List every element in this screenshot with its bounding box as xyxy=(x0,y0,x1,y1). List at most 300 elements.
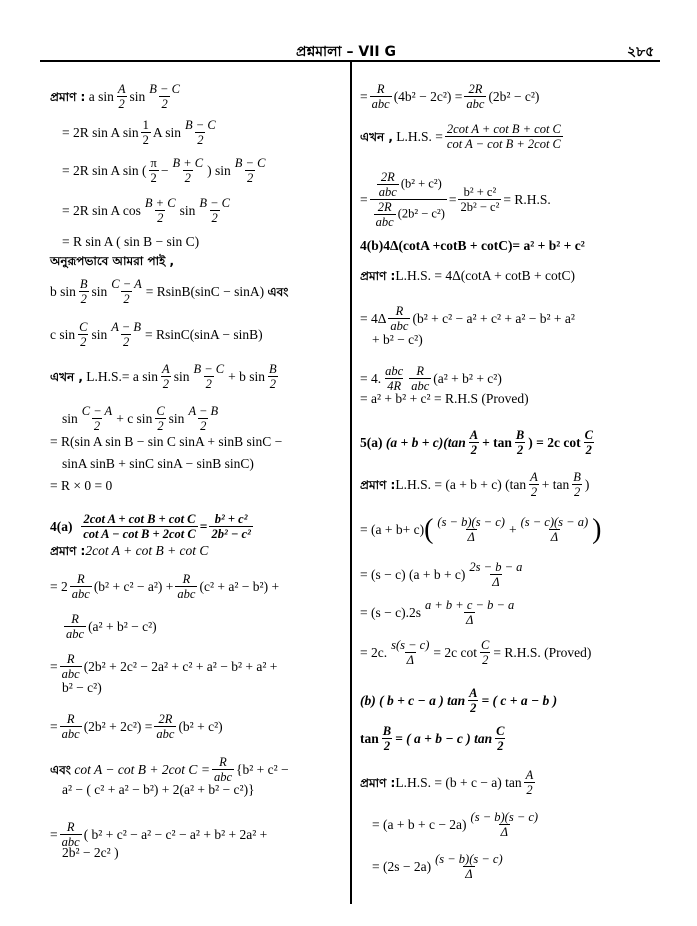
r-line-18 xyxy=(360,768,537,797)
math-text: − xyxy=(160,162,169,178)
denominator: 2 xyxy=(93,419,101,433)
numerator: C xyxy=(79,320,88,334)
denominator: 2 xyxy=(150,171,157,185)
numerator: A − B xyxy=(188,404,219,418)
math-text: = xyxy=(360,88,368,104)
math-text: 2cot A + cot B + cot C xyxy=(85,543,209,558)
fraction xyxy=(149,156,159,185)
problem-4a xyxy=(50,512,255,541)
fraction xyxy=(64,612,86,641)
numerator: A xyxy=(162,362,170,376)
fraction xyxy=(147,82,182,111)
fraction xyxy=(479,638,491,667)
numerator: R xyxy=(182,572,191,586)
math-text: = R sin A ( sin B − sin C) xyxy=(62,234,200,249)
fraction xyxy=(458,185,501,214)
fraction xyxy=(209,512,252,541)
fraction xyxy=(469,810,541,839)
r-line-14 xyxy=(360,598,518,627)
math-text: sin xyxy=(173,368,190,384)
math-text: + c sin xyxy=(116,410,153,426)
denominator: abc xyxy=(61,835,80,849)
numerator: B xyxy=(382,724,392,738)
math-text: = 2c cot xyxy=(433,644,478,660)
numerator: R xyxy=(66,820,75,834)
fraction xyxy=(467,560,524,589)
math-text: = R(sin A sin B − sin C sinA + sinB sinC − xyxy=(50,434,283,449)
fraction xyxy=(109,277,143,306)
math-text: এবং xyxy=(267,284,289,299)
denominator: abc xyxy=(375,215,394,229)
math-text: 5(a) xyxy=(360,434,383,450)
math-text: ( b² + c² − a² − c² − a² + b² + 2a² + xyxy=(83,826,268,842)
fraction xyxy=(60,712,82,741)
fraction xyxy=(60,652,82,681)
denominator: 2 xyxy=(118,97,125,111)
fraction xyxy=(435,515,507,544)
numerator: a + b + c − b − a xyxy=(424,598,515,612)
math-text: sin xyxy=(91,326,108,342)
math-text: + b sin xyxy=(228,368,265,384)
proof-line-18 xyxy=(50,652,277,681)
fraction xyxy=(571,470,583,499)
denominator: 2 xyxy=(516,443,524,457)
denominator: 2 xyxy=(246,171,254,185)
r-line-19 xyxy=(372,810,542,839)
denominator: 2b² − c² xyxy=(211,527,251,541)
denominator: 2 xyxy=(470,443,478,457)
denominator: 2 xyxy=(482,653,489,667)
r-line-13 xyxy=(360,560,526,589)
numerator: C − A xyxy=(111,277,142,291)
math-text: = R × 0 = 0 xyxy=(50,478,113,493)
fraction xyxy=(141,118,151,147)
fraction xyxy=(445,122,563,151)
math-text: = 2R sin A cos xyxy=(62,202,141,218)
math-text: (b² + c²) xyxy=(178,718,223,734)
fraction xyxy=(175,572,197,601)
numerator: 2R xyxy=(377,200,392,214)
numerator: b² + c² xyxy=(463,185,497,199)
proof-line-15 xyxy=(50,543,208,559)
math-text: sinA sinB + sinC sinA − sinB sinC) xyxy=(62,456,254,471)
r-line-2 xyxy=(360,122,565,151)
r-line-7 xyxy=(372,332,423,348)
denominator: 4R xyxy=(387,379,402,393)
fraction xyxy=(519,515,591,544)
denominator: Δ xyxy=(500,825,508,839)
fraction xyxy=(433,852,505,881)
denominator: $\frac{2R}{\text{abc}}$ (2b² − c²) xyxy=(370,199,447,229)
fraction xyxy=(191,362,226,391)
numerator: B + C xyxy=(144,196,176,210)
numerator: 2cot A + cot B + cot C xyxy=(446,122,561,136)
math-text: = xyxy=(50,826,58,842)
denominator: abc xyxy=(71,587,90,601)
numerator: A xyxy=(469,686,478,700)
denominator: 2 xyxy=(573,485,581,499)
proof-line-4 xyxy=(62,196,234,225)
math-text: প্রমাণ : xyxy=(360,775,396,790)
math-text: এখন , xyxy=(360,129,393,144)
math-text: {b² + c² − xyxy=(236,761,289,777)
math-text: = 2R sin A sin ( xyxy=(62,162,147,178)
proof-line-5 xyxy=(62,234,199,250)
math-text: L.H.S. = 4Δ(cotA + cotB + cotC) xyxy=(395,268,575,283)
denominator: 2 xyxy=(80,335,87,349)
denominator: 2 xyxy=(122,335,130,349)
page-number: ২৮৫ xyxy=(627,44,655,60)
denominator: 2 xyxy=(184,171,191,185)
proof-line-16 xyxy=(50,572,279,601)
math-text: = 2c. xyxy=(360,644,388,660)
math-text: sin xyxy=(168,410,185,426)
math-text: c sin xyxy=(50,326,76,342)
math-text: (2b² − c²) xyxy=(488,88,540,104)
numerator: 2cot A + cot B + cot C xyxy=(83,512,196,526)
proof-line-2 xyxy=(62,118,220,147)
numerator: R xyxy=(376,82,385,96)
math-text: = R.H.S. (Proved) xyxy=(493,644,592,660)
fraction xyxy=(197,196,232,225)
math-text: = ( c + a − b ) xyxy=(481,692,558,708)
proof-line-24 xyxy=(62,845,119,861)
denominator: 2 xyxy=(497,739,504,753)
math-text: 2b² − 2c² ) xyxy=(62,845,119,860)
math-text: L.H.S. = (b + c − a) tan xyxy=(395,774,522,790)
denominator: 2 xyxy=(526,783,533,797)
fraction xyxy=(186,404,220,433)
fraction xyxy=(389,638,431,667)
denominator: Δ xyxy=(406,653,414,667)
math-text: cot A − cot B + 2cot C = xyxy=(74,761,210,777)
r-line-20 xyxy=(372,852,507,881)
numerator: R xyxy=(416,364,425,378)
compound-fraction xyxy=(370,170,447,229)
proof-line-3 xyxy=(62,156,269,185)
fraction xyxy=(80,404,114,433)
denominator: cot A − cot B + 2cot C xyxy=(83,527,196,541)
denominator: abc xyxy=(378,185,397,199)
math-text: = (a + b + c − 2a) xyxy=(372,816,467,832)
denominator: 2 xyxy=(269,377,276,391)
math-text: tan xyxy=(360,730,379,746)
math-text: (a + b + c)(tan xyxy=(385,434,466,450)
math-text: = ( a + b − c ) tan xyxy=(395,730,493,746)
denominator: 2 xyxy=(205,377,212,391)
math-text: (b² + c² − a² + c² + a² − b² + a² xyxy=(412,310,575,326)
denominator: Δ xyxy=(492,575,500,589)
numerator: R xyxy=(71,612,79,626)
denominator: 2 xyxy=(200,419,207,433)
numerator: abc xyxy=(385,364,404,378)
numerator: B − C xyxy=(199,196,230,210)
fraction xyxy=(183,118,218,147)
numerator: R xyxy=(66,712,75,726)
numerator: A xyxy=(469,428,479,442)
fraction xyxy=(143,196,178,225)
denominator: 2 xyxy=(470,701,477,715)
proof-line-20 xyxy=(50,712,223,741)
r-line-9 xyxy=(360,391,529,407)
similarly-text xyxy=(50,253,174,269)
math-text: = RsinC(sinA − sinB) xyxy=(144,326,263,342)
math-text: 4(b)4Δ(cotA +cotB + cotC)= a² + b² + c² xyxy=(360,238,585,253)
fraction xyxy=(233,156,268,185)
numerator: (s − b)(s − c) xyxy=(470,810,539,824)
fraction xyxy=(583,428,595,457)
numerator: R xyxy=(219,755,227,769)
denominator: abc xyxy=(466,97,485,111)
numerator: C − A xyxy=(81,404,113,418)
problem-5a xyxy=(360,428,597,457)
numerator: A xyxy=(117,82,126,96)
fraction xyxy=(383,364,405,393)
math-text: ) sin xyxy=(207,162,231,178)
denominator: 2 xyxy=(123,292,130,306)
numerator: (s − b)(s − c) xyxy=(437,515,505,529)
denominator: 2b² − c² xyxy=(460,200,500,214)
numerator: π xyxy=(150,156,157,170)
fraction xyxy=(514,428,526,457)
numerator: b² + c² xyxy=(214,512,248,526)
page-title: প্রশ্নমালা – VII G xyxy=(296,44,396,60)
proof-line-10 xyxy=(62,404,222,433)
math-text: প্রমাণ : xyxy=(360,477,396,492)
math-text: + b² − c²) xyxy=(372,332,423,347)
r-line-6 xyxy=(360,304,575,333)
fraction xyxy=(381,724,393,753)
denominator: abc xyxy=(213,770,232,784)
math-text: = (s − c).2s xyxy=(360,604,421,620)
math-text: A sin xyxy=(152,124,182,140)
denominator: Δ xyxy=(465,613,474,627)
problem-5b-cont xyxy=(360,724,509,753)
r-line-5 xyxy=(360,268,575,284)
r-line-8 xyxy=(360,364,502,393)
math-text: ( xyxy=(424,513,434,545)
numerator: B − C xyxy=(234,156,266,170)
math-text: sin xyxy=(91,283,108,299)
fraction xyxy=(77,320,89,349)
denominator: abc xyxy=(411,379,430,393)
numerator: 2R xyxy=(158,712,173,726)
denominator: cot A − cot B + 2cot C xyxy=(446,137,561,151)
math-text: প্রমাণ : xyxy=(50,89,86,104)
numerator: s(s − c) xyxy=(391,638,430,652)
numerator: C xyxy=(584,428,593,442)
numerator: B xyxy=(79,277,88,291)
denominator: 2 xyxy=(162,377,169,391)
math-text: L.H.S.= a sin xyxy=(86,368,159,384)
denominator: abc xyxy=(371,97,390,111)
math-text: = RsinB(sinC − sinA) xyxy=(145,283,265,299)
numerator: B − C xyxy=(193,362,225,376)
math-text: sin xyxy=(62,410,78,426)
fraction xyxy=(267,362,279,391)
math-text: = (a + b+ c) xyxy=(360,521,425,537)
fraction xyxy=(78,277,90,306)
r-line-1 xyxy=(360,82,539,111)
math-text: ) = 2c cot xyxy=(528,434,581,450)
fraction xyxy=(109,320,143,349)
math-text: = (2s − 2a) xyxy=(372,858,432,874)
denominator: 2 xyxy=(80,292,87,306)
proof-line-7 xyxy=(50,277,288,306)
numerator: B − C xyxy=(185,118,216,132)
numerator: R xyxy=(66,652,75,666)
denominator: abc xyxy=(61,727,80,741)
denominator: 2 xyxy=(142,133,149,147)
page-header xyxy=(0,40,697,60)
proof-line-19 xyxy=(62,680,102,696)
math-text: b sin xyxy=(50,283,76,299)
denominator: 2 xyxy=(211,211,218,225)
fraction xyxy=(154,712,176,741)
denominator: abc xyxy=(177,587,196,601)
fraction xyxy=(524,768,536,797)
fraction xyxy=(370,82,392,111)
denominator: Δ xyxy=(465,867,473,881)
fraction xyxy=(70,572,92,601)
math-text: এখন , xyxy=(50,369,83,384)
numerator: C xyxy=(481,638,490,652)
math-text: = 2R sin A sin xyxy=(62,124,139,140)
math-text: ) xyxy=(592,513,602,545)
math-text: (b² + c² − a²) + xyxy=(93,578,174,594)
math-text: a² − ( c² + a² − b²) + 2(a² + b² − c²)} xyxy=(62,782,255,797)
numerator: A − B xyxy=(111,320,141,334)
math-text: (a² + b² + c²) xyxy=(433,370,502,386)
proof-line-22 xyxy=(62,782,255,798)
r-line-11 xyxy=(360,470,589,499)
proof-line-13 xyxy=(50,478,112,494)
proof-line-9 xyxy=(50,362,281,391)
math-text: sin xyxy=(129,88,146,104)
math-text: + xyxy=(508,521,517,537)
proof-line-11 xyxy=(50,434,282,450)
numerator: B xyxy=(515,428,525,442)
math-text: (a² + b² − c²) xyxy=(88,618,157,634)
math-text: প্রমাণ : xyxy=(360,269,396,283)
numerator: A xyxy=(525,768,534,782)
fraction xyxy=(388,304,410,333)
math-text: (2b² + 2c²) = xyxy=(83,718,153,734)
math-text: = (s − c) (a + b + c) xyxy=(360,566,466,582)
math-text: 4(a) xyxy=(50,518,73,534)
math-text: = 4. xyxy=(360,370,382,386)
math-text: sin xyxy=(179,202,196,218)
math-text: এবং xyxy=(50,762,71,777)
proof-line-12 xyxy=(62,456,254,472)
math-text: L.H.S. = (a + b + c) (tan xyxy=(395,476,527,492)
fraction xyxy=(494,724,506,753)
math-text: = a² + b² + c² = R.H.S (Proved) xyxy=(360,391,529,406)
denominator: 2 xyxy=(530,485,538,499)
fraction xyxy=(81,512,198,541)
denominator: 2 xyxy=(383,739,391,753)
fraction xyxy=(528,470,540,499)
math-text: অনুরূপভাবে আমরা পাই , xyxy=(50,254,175,268)
numerator: $\frac{2R}{\text{abc}}$ (b² + c²) xyxy=(378,170,442,199)
math-text: (c² + a² − b²) + xyxy=(199,578,280,594)
r-line-15 xyxy=(360,638,591,667)
math-text: b² − c²) xyxy=(62,680,102,695)
proof-line-17 xyxy=(62,612,157,641)
problem-4b xyxy=(360,238,585,254)
numerator: R xyxy=(395,304,404,318)
numerator: 1 xyxy=(142,118,149,132)
denominator: Δ xyxy=(550,530,559,544)
denominator: 2 xyxy=(585,443,592,457)
denominator: 2 xyxy=(161,97,168,111)
fraction xyxy=(464,82,486,111)
denominator: abc xyxy=(156,727,175,741)
math-text: L.H.S. = xyxy=(396,128,443,144)
r-line-3 xyxy=(360,170,551,229)
math-text: = 4Δ xyxy=(360,310,387,326)
numerator: 2R xyxy=(468,82,483,96)
math-text: = xyxy=(50,658,58,674)
denominator: 2 xyxy=(197,133,204,147)
math-text: = 2 xyxy=(50,578,68,594)
column-divider xyxy=(350,62,352,904)
denominator: 2 xyxy=(157,419,164,433)
fraction xyxy=(116,82,128,111)
numerator: R xyxy=(76,572,85,586)
numerator: 2s − b − a xyxy=(469,560,523,574)
fraction xyxy=(212,755,234,784)
math-text: (4b² − 2c²) = xyxy=(393,88,463,104)
numerator: (s − b)(s − c) xyxy=(435,852,503,866)
fraction xyxy=(409,364,431,393)
fraction xyxy=(423,598,516,627)
fraction xyxy=(170,156,205,185)
math-text: ) xyxy=(584,476,590,492)
math-text: (2b² + 2c² − 2a² + c² + a² − b² + a² + xyxy=(83,658,278,674)
math-text: (b) ( b + c − a ) tan xyxy=(360,692,466,708)
numerator: 2R xyxy=(380,170,395,184)
numerator: A xyxy=(530,470,538,484)
denominator: Δ xyxy=(467,530,475,544)
fraction xyxy=(160,362,172,391)
numerator: (s − c)(s − a) xyxy=(520,515,589,529)
math-text: = xyxy=(448,191,457,207)
problem-5b xyxy=(360,686,557,715)
proof-line-1 xyxy=(50,82,184,111)
numerator: B xyxy=(573,470,581,484)
numerator: B − C xyxy=(149,82,180,96)
r-line-12 xyxy=(360,515,601,544)
proof-line-21 xyxy=(50,755,289,784)
numerator: B xyxy=(269,362,277,376)
math-text: + tan xyxy=(482,434,512,450)
math-text: প্রমাণ : xyxy=(50,544,86,558)
numerator: B + C xyxy=(172,156,204,170)
math-text: + tan xyxy=(541,476,570,492)
denominator: abc xyxy=(390,319,409,333)
denominator: abc xyxy=(66,627,85,641)
fraction xyxy=(154,404,166,433)
proof-line-8 xyxy=(50,320,263,349)
math-text: = xyxy=(199,518,208,534)
math-text: a sin xyxy=(88,88,114,104)
numerator: C xyxy=(156,404,165,418)
numerator: C xyxy=(496,724,505,738)
denominator: 2 xyxy=(157,211,164,225)
math-text: = xyxy=(360,191,368,207)
fraction xyxy=(467,686,479,715)
